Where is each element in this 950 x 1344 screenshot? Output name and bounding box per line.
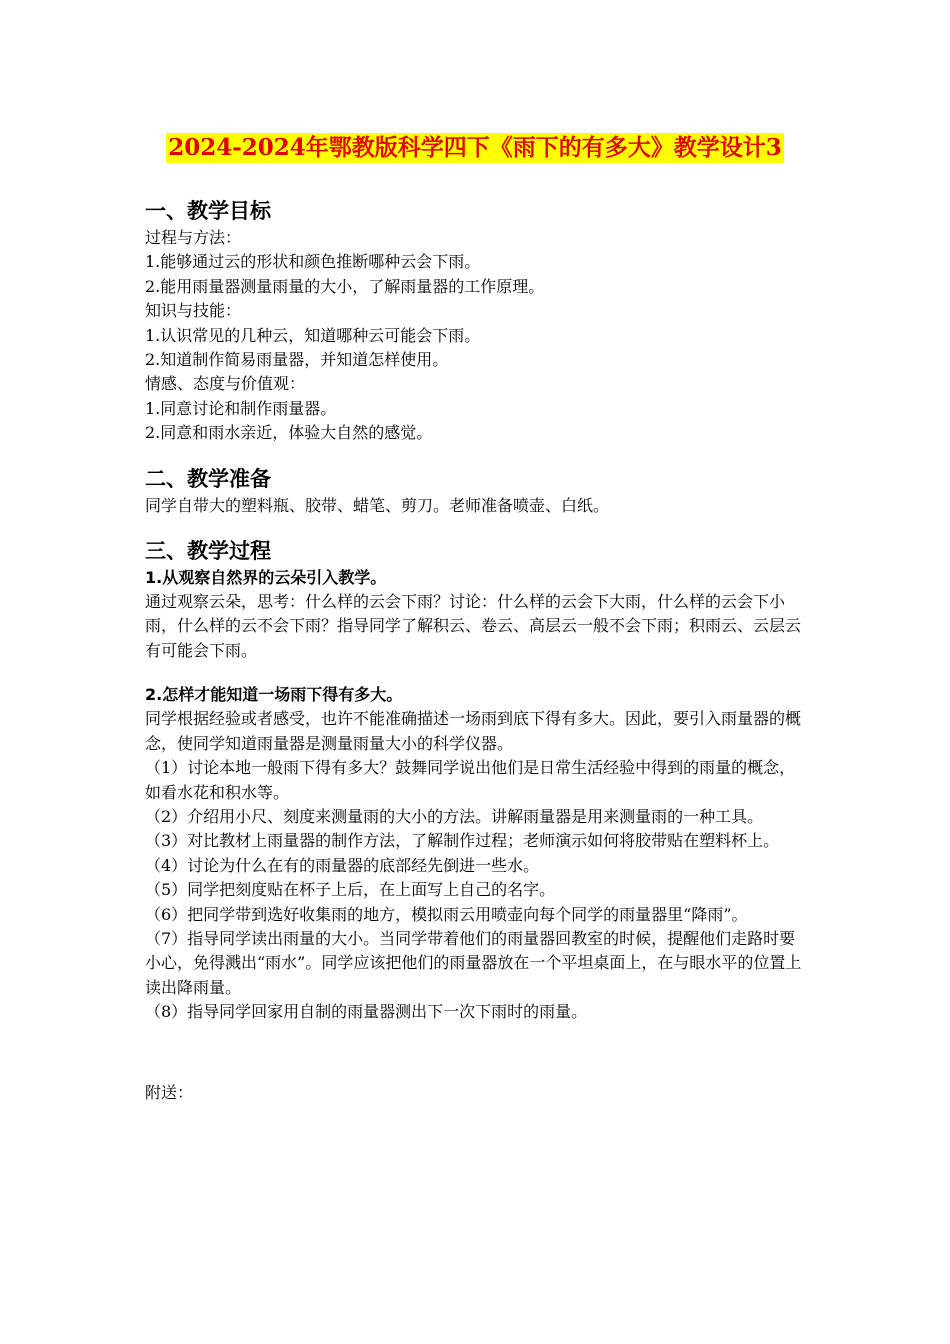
goals-line: 1.认识常见的几种云，知道哪种云可能会下雨。 [145,325,481,345]
spacer [145,663,810,683]
section-heading-goals: 一、教学目标 [145,199,271,223]
document-body [145,196,810,1105]
goals-line: 2.能用雨量器测量雨量的大小，了解雨量器的工作原理。 [145,276,545,296]
step2-item: （7）指导同学读出雨量的大小。当同学带着他们的雨量器回教室的时候，提醒他们走路时要小心，免得溅出“雨水”。同学应该把他们的雨量器放在一个平坦桌面上，在与眼水平的位置上读出降雨量。 [145,928,802,997]
goals-line: 1.能够通过云的形状和颜色推断哪种云会下雨。 [145,252,481,272]
step2-item: （4）讨论为什么在有的雨量器的底部经先倒进一些水。 [145,855,540,875]
goals-line: 知识与技能： [145,301,242,321]
step2-item: （8）指导同学回家用自制的雨量器测出下一次下雨时的雨量。 [145,1002,588,1022]
step2-item: （6）把同学带到选好收集雨的地方，模拟雨云用喷壶向每个同学的雨量器里“降雨”。 [145,904,748,924]
document-title: 2024-2024年鄂教版科学四下《雨下的有多大》教学设计3 [168,134,782,161]
prep-text: 同学自带大的塑料瓶、胶带、蜡笔、剪刀。老师准备喷壶、白纸。 [145,495,610,515]
title-container [0,133,950,163]
step2-heading: 2.怎样才能知道一场雨下得有多大。 [145,685,403,705]
appendix-label: 附送： [145,1082,194,1102]
goals-line: 情感、态度与价值观： [145,374,306,394]
step2-intro: 同学根据经验或者感受，也许不能准确描述一场雨到底下得有多大。因此，要引入雨量器的概念，使同学知道雨量器是测量雨量大小的科学仪器。 [145,709,802,753]
spacer [145,518,810,536]
step1-text: 通过观察云朵，思考：什么样的云会下雨？讨论：什么样的云会下大雨，什么样的云会下小雨，什么样的云不会下雨？指导同学了解积云、卷云、高层云一般不会下雨；积雨云、云层云有可能会下雨。 [145,592,802,660]
goals-line: 2.知道制作简易雨量器，并知道怎样使用。 [145,350,449,370]
goals-line: 1.同意讨论和制作雨量器。 [145,398,337,418]
goals-line: 2.同意和雨水亲近，体验大自然的感觉。 [145,423,433,443]
spacer [145,446,810,464]
spacer [145,1025,810,1081]
step1-heading: 1.从观察自然界的云朵引入教学。 [145,568,387,588]
section-heading-prep: 二、教学准备 [145,466,271,491]
section-heading-process: 三、教学过程 [145,539,271,564]
goals-line: 过程与方法： [145,228,242,247]
step2-item: （1）讨论本地一般雨下得有多大？鼓舞同学说出他们是日常生活经验中得到的雨量的概念，如看水花和积水等。 [145,758,796,802]
step2-item: （2）介绍用小尺、刻度来测量雨的大小的方法。讲解雨量器是用来测量雨的一种工具。 [145,806,764,826]
step2-item: （5）同学把刻度贴在杯子上后，在上面写上自己的名字。 [145,880,556,900]
step2-item: （3）对比教材上雨量器的制作方法，了解制作过程；老师演示如何将胶带贴在塑料杯上。 [145,831,780,851]
